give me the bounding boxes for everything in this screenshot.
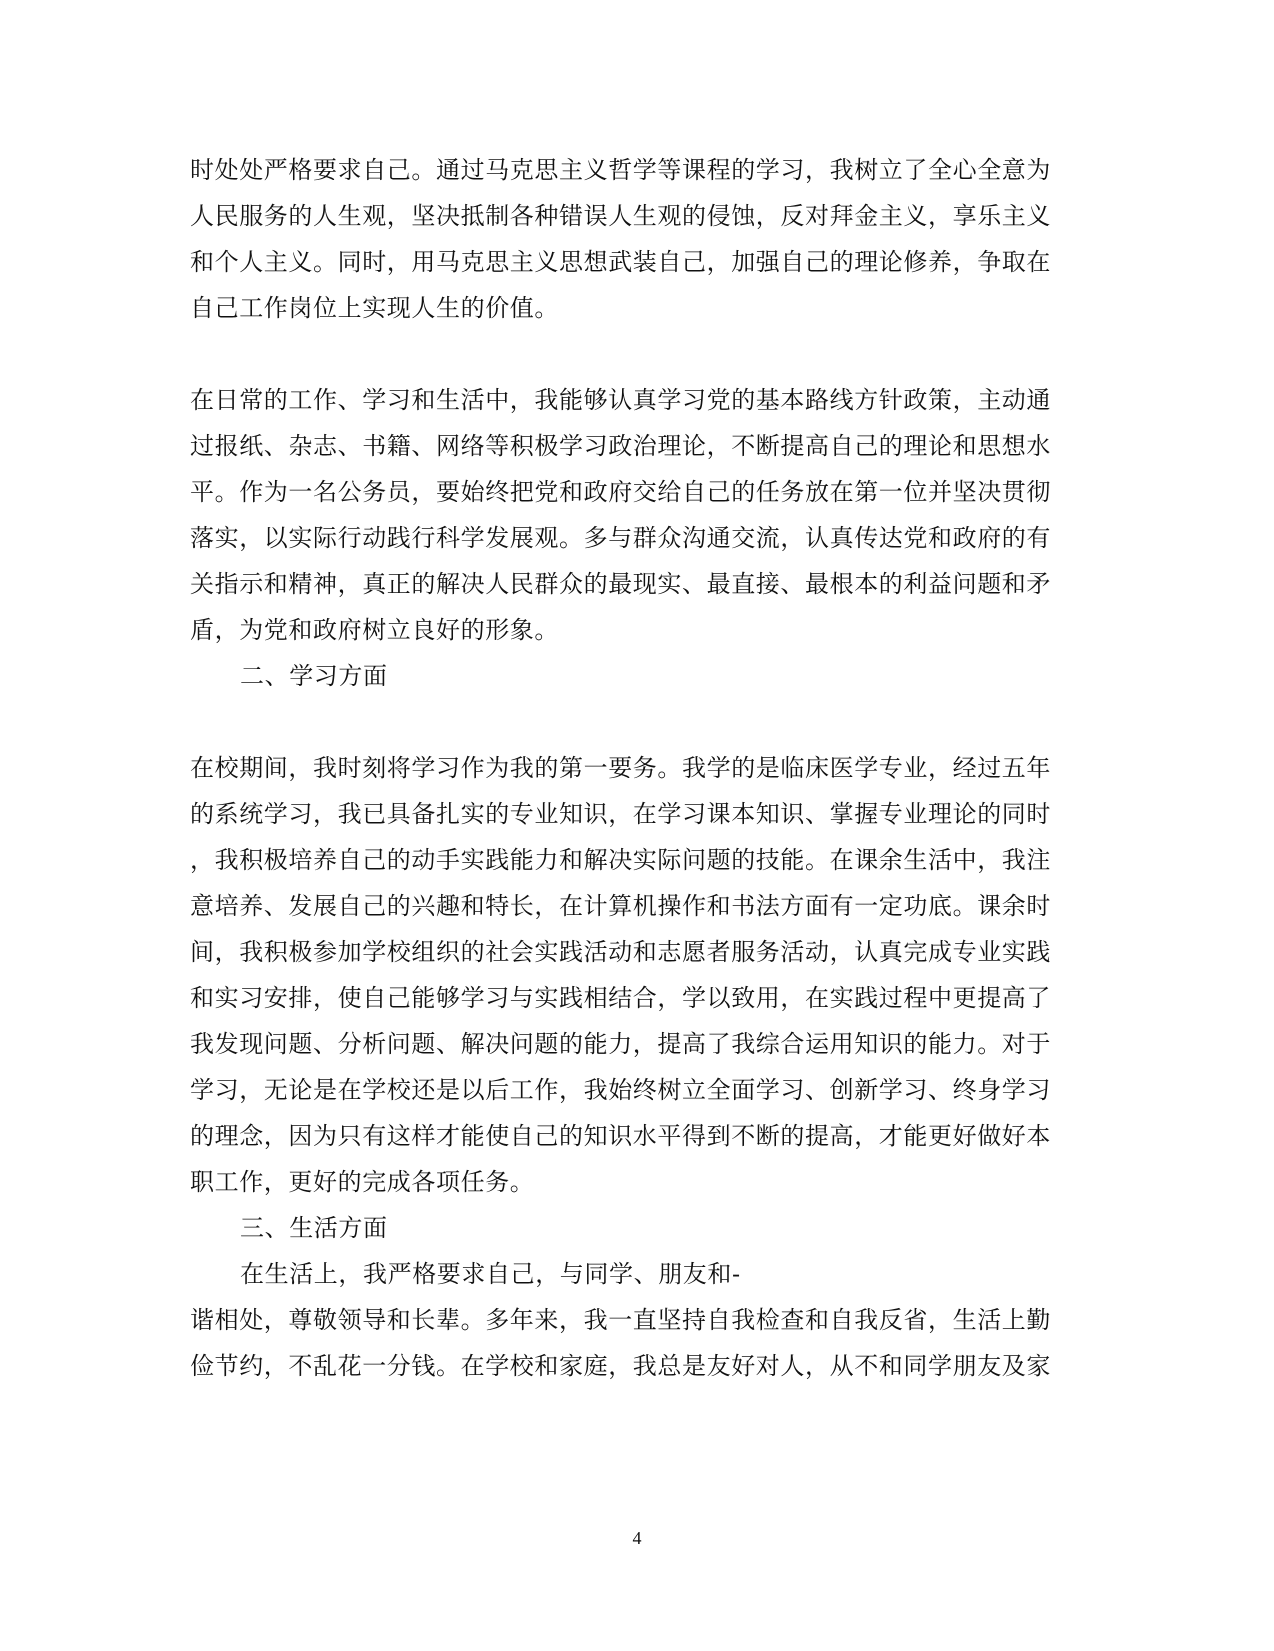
body-text-line: 过报纸、杂志、书籍、网络等积极学习政治理论，不断提高自己的理论和思想水 xyxy=(190,432,1051,460)
section-heading-life: 三、生活方面 xyxy=(240,1214,388,1242)
body-text-line: 和实习安排，使自己能够学习与实践相结合，学以致用，在实践过程中更提高了 xyxy=(190,984,1051,1012)
body-text-line: 俭节约，不乱花一分钱。在学校和家庭，我总是友好对人，从不和同学朋友及家 xyxy=(190,1352,1051,1380)
body-text-line: 的理念，因为只有这样才能使自己的知识水平得到不断的提高，才能更好做好本 xyxy=(190,1122,1051,1150)
section-heading-study: 二、学习方面 xyxy=(240,662,388,690)
body-text-line: 间，我积极参加学校组织的社会实践活动和志愿者服务活动，认真完成专业实践 xyxy=(190,938,1051,966)
body-text-line: 自己工作岗位上实现人生的价值。 xyxy=(190,294,559,322)
body-text-line: 落实，以实际行动践行科学发展观。多与群众沟通交流，认真传达党和政府的有 xyxy=(190,524,1051,552)
body-text-line: 在校期间，我时刻将学习作为我的第一要务。我学的是临床医学专业，经过五年 xyxy=(190,754,1051,782)
body-text-line: ，我积极培养自己的动手实践能力和解决实际问题的技能。在课余生活中，我注 xyxy=(190,846,1051,874)
body-text-line: 职工作，更好的完成各项任务。 xyxy=(190,1168,535,1196)
page-number: 4 xyxy=(632,1528,642,1548)
body-text-line: 的系统学习，我已具备扎实的专业知识，在学习课本知识、掌握专业理论的同时 xyxy=(190,800,1051,828)
body-text-line: 时处处严格要求自己。通过马克思主义哲学等课程的学习，我树立了全心全意为 xyxy=(190,156,1051,184)
body-text-line: 盾，为党和政府树立良好的形象。 xyxy=(190,616,559,644)
body-text-line: 关指示和精神，真正的解决人民群众的最现实、最直接、最根本的利益问题和矛 xyxy=(190,570,1051,598)
body-text-line: 在日常的工作、学习和生活中，我能够认真学习党的基本路线方针政策，主动通 xyxy=(190,386,1051,414)
body-text-line: 学习，无论是在学校还是以后工作，我始终树立全面学习、创新学习、终身学习 xyxy=(190,1076,1051,1104)
body-text-line: 平。作为一名公务员，要始终把党和政府交给自己的任务放在第一位并坚决贯彻 xyxy=(190,478,1051,506)
body-text-line: 我发现问题、分析问题、解决问题的能力，提高了我综合运用知识的能力。对于 xyxy=(190,1030,1051,1058)
body-text-line: 意培养、发展自己的兴趣和特长，在计算机操作和书法方面有一定功底。课余时 xyxy=(190,892,1051,920)
body-text-line: 人民服务的人生观，坚决抵制各种错误人生观的侵蚀，反对拜金主义，享乐主义 xyxy=(190,202,1051,230)
body-text-line: 在生活上，我严格要求自己，与同学、朋友和- xyxy=(240,1260,741,1288)
body-text-line: 谐相处，尊敬领导和长辈。多年来，我一直坚持自我检查和自我反省，生活上勤 xyxy=(190,1306,1051,1334)
body-text-line: 和个人主义。同时，用马克思主义思想武装自己，加强自己的理论修养，争取在 xyxy=(190,248,1051,276)
